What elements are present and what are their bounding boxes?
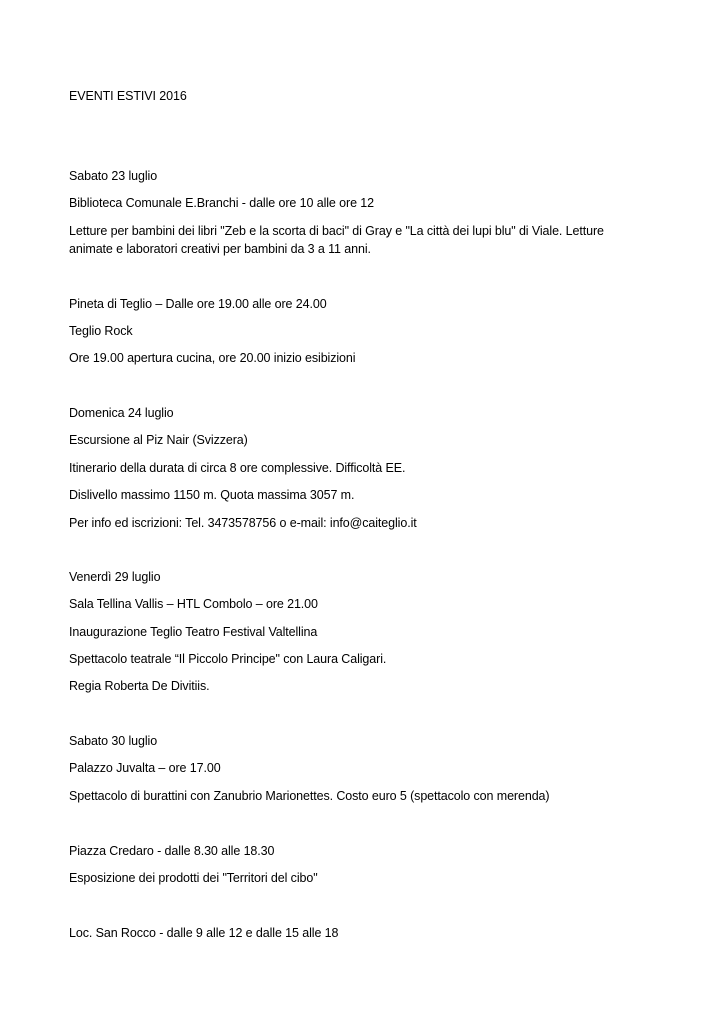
event-name: Teglio Rock [69,324,133,338]
event-location: Pineta di Teglio – Dalle ore 19.00 alle ore 24.00 [69,297,327,311]
event-date: Sabato 23 luglio [69,169,158,183]
event-details: Itinerario della durata di circa 8 ore complessive. Difficoltà EE. [69,461,406,475]
event-location: Palazzo Juvalta – ore 17.00 [69,761,221,775]
event-details: Regia Roberta De Divitiis. [69,679,210,693]
event-description: Letture per bambini dei libri "Zeb e la scorta di baci" di Gray e "La città dei lupi blu" di Viale. Letture animate e laboratori creativi per bambini da 3 a 11 anni. [69,224,604,256]
event-details: Spettacolo teatrale “Il Piccolo Principe" con Laura Caligari. [69,652,387,666]
event-name: Inaugurazione Teglio Teatro Festival Valtellina [69,625,318,639]
event-location: Loc. San Rocco - dalle 9 alle 12 e dalle 15 alle 18 [69,926,339,940]
event-date: Sabato 30 luglio [69,734,158,748]
document-title: EVENTI ESTIVI 2016 [69,89,187,103]
event-date: Venerdì 29 luglio [69,570,161,584]
event-name: Escursione al Piz Nair (Svizzera) [69,433,248,447]
event-location: Sala Tellina Vallis – HTL Combolo – ore 21.00 [69,597,318,611]
event-location: Piazza Credaro - dalle 8.30 alle 18.30 [69,844,275,858]
event-location: Biblioteca Comunale E.Branchi - dalle ore 10 alle ore 12 [69,196,374,210]
event-contact: Per info ed iscrizioni: Tel. 3473578756 o e-mail: info@caiteglio.it [69,516,417,530]
event-details: Dislivello massimo 1150 m. Quota massima 3057 m. [69,488,355,502]
event-details: Ore 19.00 apertura cucina, ore 20.00 inizio esibizioni [69,351,356,365]
event-details: Esposizione dei prodotti dei "Territori del cibo" [69,871,318,885]
event-date: Domenica 24 luglio [69,406,174,420]
event-details: Spettacolo di burattini con Zanubrio Marionettes. Costo euro 5 (spettacolo con merenda) [69,789,550,803]
